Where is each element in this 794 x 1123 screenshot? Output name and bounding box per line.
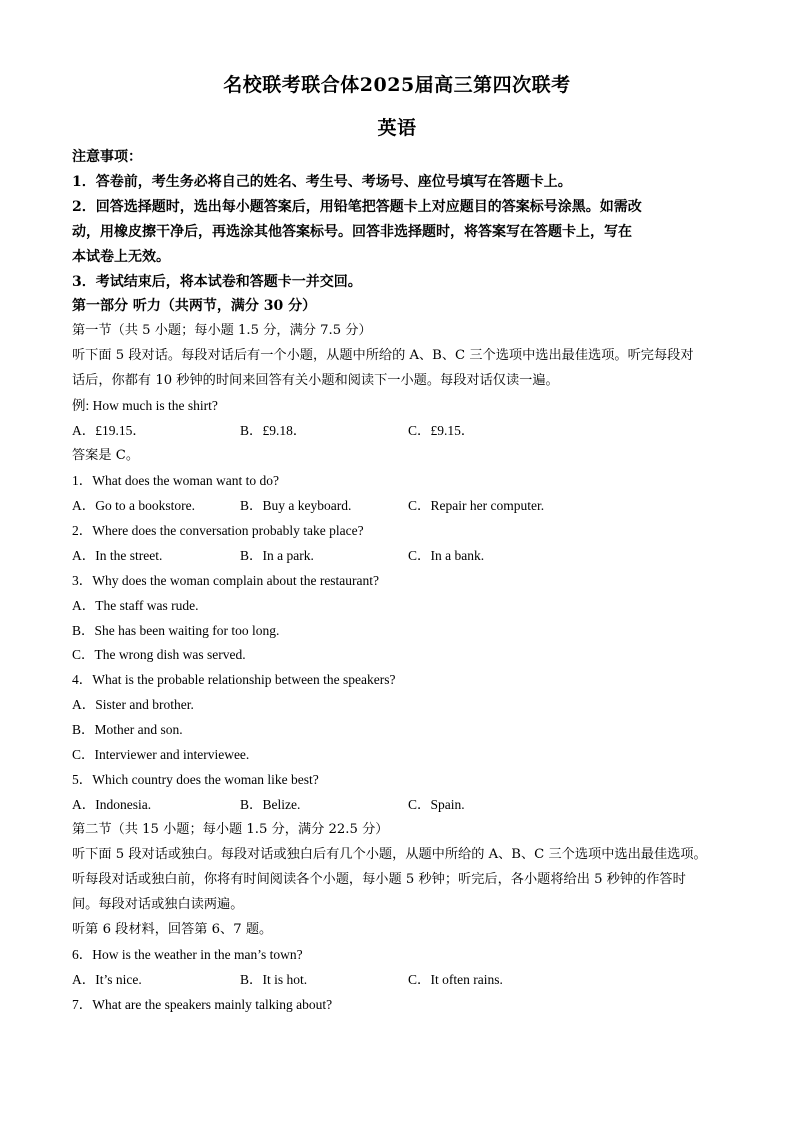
example-option-c: C．£9.15． xyxy=(408,423,475,438)
part1-heading: 第一部分 听力（共两节，满分 30 分） xyxy=(72,298,317,314)
question-5-option-b: B．Belize. xyxy=(240,797,301,812)
section2-instruction-line-1: 听下面 5 段对话或独白。每段对话或独白后有几个小题，从题中所给的 A、B、C 三个选项中选出最佳选项。 xyxy=(72,847,707,862)
question-1-option-c: C．Repair her computer. xyxy=(408,498,545,513)
question-1-stem: 1．What does the woman want to do? xyxy=(72,473,279,488)
question-3-option-a: A．The staff was rude. xyxy=(72,598,199,613)
question-2-option-a: A．In the street. xyxy=(72,548,163,563)
question-5-stem: 5．Which country does the woman like best? xyxy=(72,772,319,787)
section2-heading: 第二节（共 15 小题；每小题 1.5 分，满分 22.5 分） xyxy=(72,822,389,837)
question-6-option-b: B．It is hot. xyxy=(240,972,308,987)
question-3-option-b: B．She has been waiting for too long. xyxy=(72,623,280,638)
question-2-option-b: B．In a park. xyxy=(240,548,314,563)
question-5-option-c: C．Spain. xyxy=(408,797,465,812)
notice-heading: 注意事项： xyxy=(72,149,142,165)
question-5-option-a: A．Indonesia. xyxy=(72,797,152,812)
question-7-stem: 7．What are the speakers mainly talking about? xyxy=(72,997,333,1012)
notice-item-2-line-2: 动，用橡皮擦干净后，再选涂其他答案标号。回答非选择题时，将答案写在答题卡上，写在 xyxy=(72,224,632,240)
section2-instruction-line-2: 听每段对话或独白前，你将有时间阅读各个小题，每小题 5 秒钟；听完后，各小题将给出 5 秒钟的作答时 xyxy=(72,872,686,887)
question-4-option-c: C．Interviewer and interviewee. xyxy=(72,747,250,762)
question-2-stem: 2．Where does the conversation probably take place? xyxy=(72,523,364,538)
notice-item-1: 1．答卷前，考生务必将自己的姓名、考生号、考场号、座位号填写在答题卡上。 xyxy=(72,174,572,190)
question-4-option-a: A．Sister and brother. xyxy=(72,697,194,712)
question-1-option-b: B．Buy a keyboard. xyxy=(240,498,352,513)
question-3-option-c: C．The wrong dish was served. xyxy=(72,647,246,662)
question-6-option-c: C．It often rains. xyxy=(408,972,503,987)
notice-item-2-line-1: 2．回答选择题时，选出每小题答案后，用铅笔把答题卡上对应题目的答案标号涂黑。如需改 xyxy=(72,199,642,215)
notice-item-2-line-3: 本试卷上无效。 xyxy=(72,249,170,265)
example-option-a: A．£19.15． xyxy=(72,423,146,438)
material-6-intro: 听第 6 段材料，回答第 6、7 题。 xyxy=(72,922,273,937)
subject-title: 英语 xyxy=(377,117,417,139)
question-6-stem: 6．How is the weather in the man’s town? xyxy=(72,947,303,962)
question-2-option-c: C．In a bank. xyxy=(408,548,485,563)
section2-instruction-line-3: 间。每段对话或独白读两遍。 xyxy=(72,897,244,912)
section1-heading: 第一节（共 5 小题；每小题 1.5 分，满分 7.5 分） xyxy=(72,323,372,338)
question-6-option-a: A．It’s nice. xyxy=(72,972,142,987)
notice-item-3: 3．考试结束后，将本试卷和答题卡一并交回。 xyxy=(72,274,362,290)
question-3-stem: 3．Why does the woman complain about the restaurant? xyxy=(72,573,380,588)
question-4-stem: 4．What is the probable relationship between the speakers? xyxy=(72,672,396,687)
question-1-option-a: A．Go to a bookstore. xyxy=(72,498,195,513)
exam-title: 名校联考联合体2025届高三第四次联考 xyxy=(223,74,571,96)
question-4-option-b: B．Mother and son. xyxy=(72,722,183,737)
example-option-b: B．£9.18． xyxy=(240,423,307,438)
example-question: 例: How much is the shirt? xyxy=(72,398,218,413)
section1-instruction-line-2: 话后，你都有 10 秒钟的时间来回答有关小题和阅读下一小题。每段对话仅读一遍。 xyxy=(72,373,559,388)
example-answer: 答案是 C。 xyxy=(72,448,140,463)
section1-instruction-line-1: 听下面 5 段对话。每段对话后有一个小题，从题中所给的 A、B、C 三个选项中选出最佳选项。听完每段对 xyxy=(72,348,694,363)
